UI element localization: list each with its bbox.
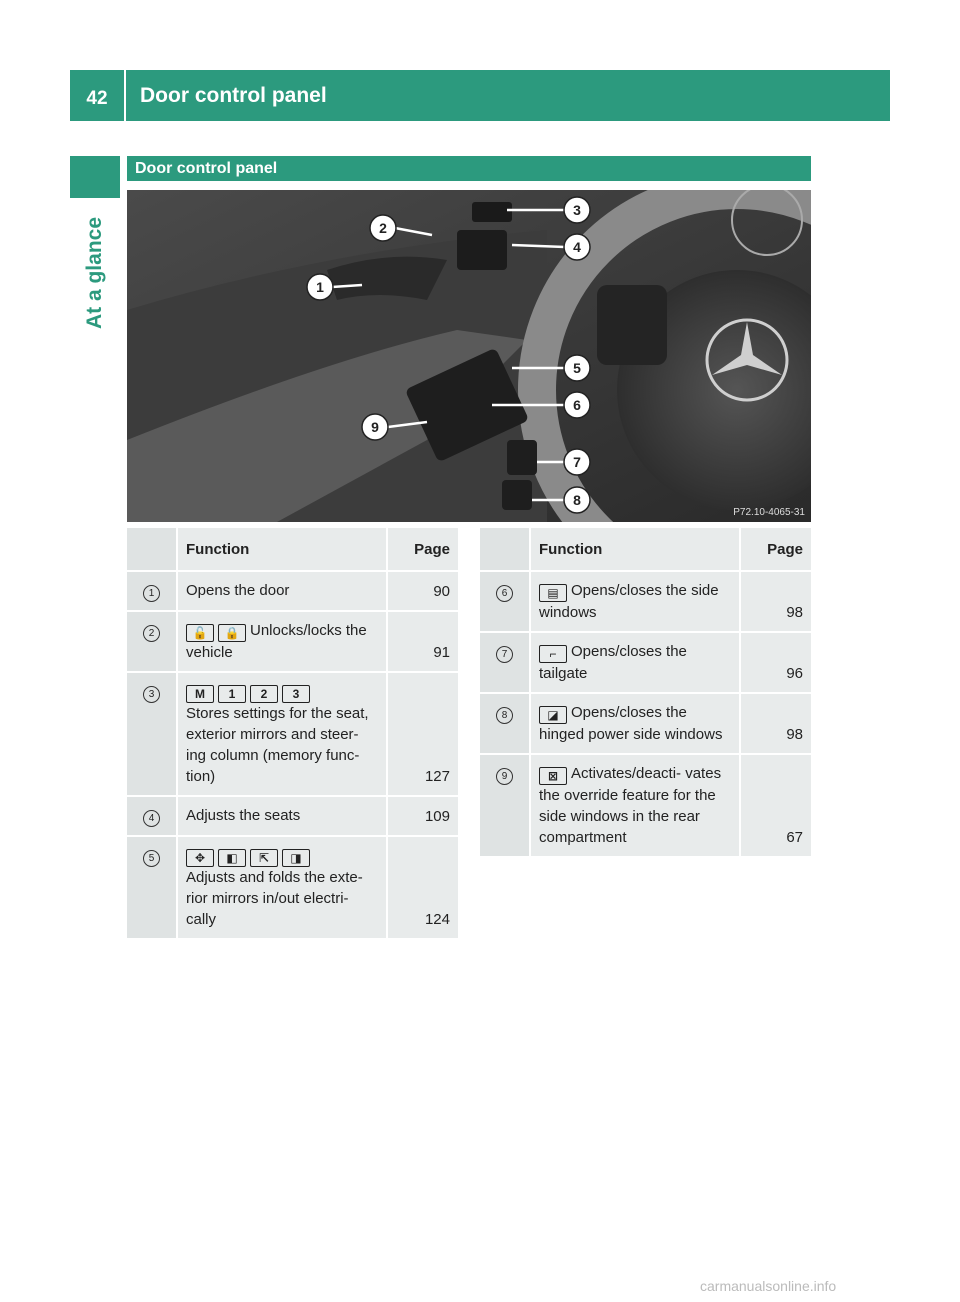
callout-3: 3 [573,202,581,218]
mirror-right-icon: ◨ [282,849,310,867]
table-row [127,571,458,611]
page-reference: 67 [740,754,811,857]
page-reference: 127 [387,672,458,796]
table-row [480,693,811,754]
row-function [177,571,387,611]
row-number [127,836,177,939]
function-text: Adjusts and folds the exte- rior mirrors in/out electri- cally [186,869,363,928]
function-text: Activates/deacti- vates the override feature for the side windows in the rear compartment [539,765,722,846]
table-row [127,836,458,939]
function-text: Opens/closes the hinged power side windows [539,704,723,743]
page-number: 42 [70,70,126,121]
page-reference: 91 [387,611,458,672]
symbol-group [539,704,571,721]
item-number-badge: 9 [496,768,513,785]
item-number-badge: 1 [143,585,160,602]
col-page-header: Page [387,528,458,571]
col-function-header: Function [530,528,740,571]
symbol-group [539,643,571,660]
item-number-badge: 7 [496,646,513,663]
col-num-header [127,528,177,571]
table-row [127,796,458,836]
window-icon: ▤ [539,584,567,602]
page-header [70,70,890,121]
table-row [127,611,458,672]
function-table-left [127,528,458,940]
page-reference: 98 [740,693,811,754]
memory-key-3-icon: 3 [282,685,310,703]
table-row [480,571,811,632]
row-function [177,611,387,672]
symbol-group [539,765,571,782]
item-number-badge: 3 [143,686,160,703]
table-row [127,672,458,796]
row-function [177,796,387,836]
page-reference: 98 [740,571,811,632]
callout-5: 5 [573,360,581,376]
item-number-badge: 6 [496,585,513,602]
function-text: Opens/closes the tailgate [539,643,687,682]
door-panel-photo [127,190,811,522]
table-row [480,754,811,857]
unlock-icon: 🔓 [186,624,214,642]
memory-key-2-icon: 2 [250,685,278,703]
mirror-adjust-icon: ✥ [186,849,214,867]
page-reference: 124 [387,836,458,939]
section-title: Door control panel [127,156,811,181]
callout-6: 6 [573,397,581,413]
row-number [127,611,177,672]
item-number-badge: 8 [496,707,513,724]
mirror-fold-icon: ◧ [218,849,246,867]
row-function [530,632,740,693]
item-number-badge: 4 [143,810,160,827]
hinged-window-icon: ◪ [539,706,567,724]
row-number [480,693,530,754]
page-reference: 109 [387,796,458,836]
override-icon: ⊠ [539,767,567,785]
side-block [70,156,120,198]
function-text: Stores settings for the seat, exterior mirrors and steer- ing column (memory func- tion) [186,705,369,785]
table-row [480,632,811,693]
header-title: Door control panel [140,83,327,107]
side-tab-label: At a glance [83,216,107,330]
callout-8: 8 [573,492,581,508]
callout-9: 9 [371,419,379,435]
lock-icon: 🔒 [218,624,246,642]
symbol-group [186,683,314,700]
row-number [127,672,177,796]
col-num-header [480,528,530,571]
symbol-group [186,622,250,639]
row-number [127,796,177,836]
photo-code: P72.10-4065-31 [733,507,805,518]
mirror-left-icon: ⇱ [250,849,278,867]
door-panel-illustration [127,190,811,522]
symbol-group [186,847,314,864]
item-number-badge: 2 [143,625,160,642]
function-table-right [480,528,811,858]
callout-7: 7 [573,454,581,470]
row-function [530,571,740,632]
function-text: Opens the door [186,582,290,599]
page-reference: 96 [740,632,811,693]
page-reference: 90 [387,571,458,611]
footer-watermark: carmanualsonline.info [700,1278,837,1294]
row-number [480,571,530,632]
side-tab [70,208,120,338]
row-number [480,632,530,693]
memory-key-m-icon: M [186,685,214,703]
row-function [177,672,387,796]
col-page-header: Page [740,528,811,571]
function-text: Unlocks/locks the vehicle [186,622,367,661]
row-function [177,836,387,939]
memory-key-1-icon: 1 [218,685,246,703]
row-function [530,754,740,857]
function-text: Opens/closes the side windows [539,582,719,621]
symbol-group [539,582,571,599]
callout-1: 1 [316,279,324,295]
callout-4: 4 [573,239,581,255]
function-text: Adjusts the seats [186,807,301,824]
col-function-header: Function [177,528,387,571]
row-number [127,571,177,611]
item-number-badge: 5 [143,850,160,867]
row-number [480,754,530,857]
tailgate-icon: ⌐ [539,645,567,663]
callout-2: 2 [379,220,387,236]
row-function [530,693,740,754]
